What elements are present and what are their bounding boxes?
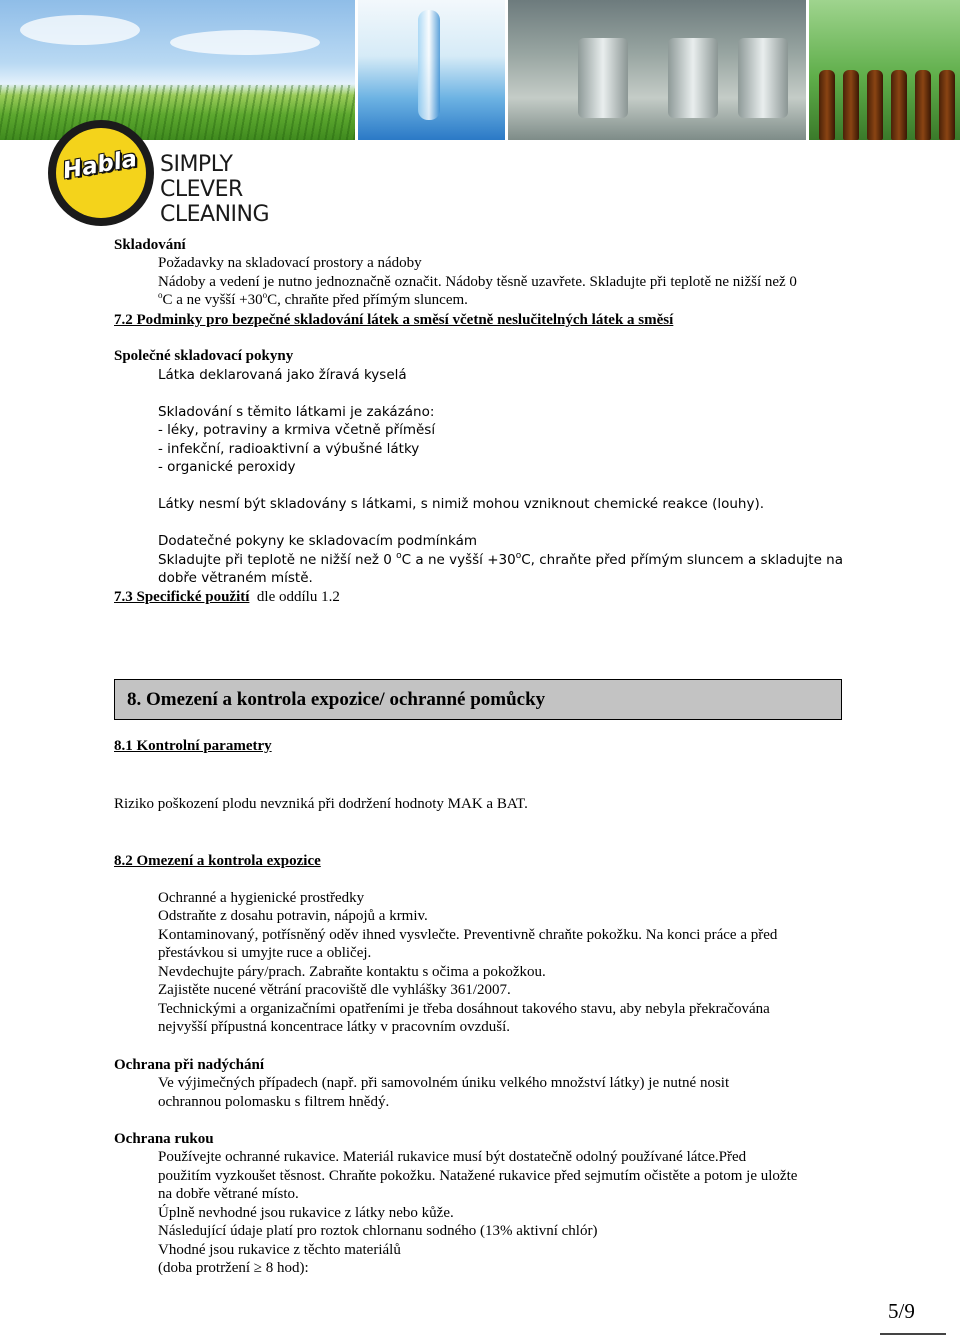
extra-line: dobře větraném místě. xyxy=(158,570,313,586)
header-banner xyxy=(0,0,960,140)
logo-word: Habla xyxy=(60,145,139,185)
section-7-2-heading: 7.2 Podminky pro bezpečné skladování látek a směsí včetně neslučitelných látek a směsí xyxy=(114,312,674,328)
hands-heading: Ochrana rukou xyxy=(114,1131,214,1147)
reaction-text: Látky nesmí být skladovány s látkami, s nimiž mohou vzniknout chemické reakce (louhy). xyxy=(158,496,765,512)
banner-water-image xyxy=(358,0,505,140)
logo-badge xyxy=(48,120,154,226)
list-item: - léky, potraviny a krmiva včetně příměsí xyxy=(158,422,436,438)
hands-line: Používejte ochranné rukavice. Materiál rukavice musí být dostatečně odolný používané látce.Před xyxy=(158,1149,747,1165)
hands-line: Následující údaje platí pro roztok chlornanu sodného (13% aktivní chlór) xyxy=(158,1223,598,1239)
hygiene-line: Technickými a organizačními opatřeními je třeba dosáhnout takového stavu, aby nebyla překračována xyxy=(158,1001,770,1017)
forbidden-title: Skladování s těmito látkami je zakázáno: xyxy=(158,404,435,420)
storage-heading: Skladování xyxy=(114,237,186,253)
hygiene-line: Kontaminovaný, potřísněný oděv ihned vysvlečte. Preventivně chraňte pokožku. Na konci práce a před xyxy=(158,927,778,943)
banner-factory-image xyxy=(508,0,806,140)
section-8-header xyxy=(114,679,842,720)
hands-line: použitím vyzkoušet těsnost. Chraňte pokožku. Natažené rukavice před sejmutím očistěte a potom je uložte xyxy=(158,1168,798,1184)
hands-line: (doba protržení ≥ 8 hod): xyxy=(158,1260,309,1276)
banner-bottles-image xyxy=(809,0,960,140)
hygiene-line: Ochranné a hygienické prostředky xyxy=(158,890,365,906)
hands-line: Vhodné jsou rukavice z těchto materiálů xyxy=(158,1242,401,1258)
hygiene-line: přestávkou si umyjte ruce a obličej. xyxy=(158,945,372,961)
storage-line: Požadavky na skladovací prostory a nádoby xyxy=(158,255,422,271)
breathing-line: Ve výjimečných případech (např. při samovolném úniku velkého množství látky) je nutné nosit xyxy=(158,1075,730,1091)
habla-logo xyxy=(48,120,288,230)
list-item: - organické peroxidy xyxy=(158,459,296,475)
hygiene-line: nejvyšší přípustná koncentrace látky v pracovním ovzduší. xyxy=(158,1019,510,1035)
hygiene-line: Nevdechujte páry/prach. Zabraňte kontaktu s očima a pokožkou. xyxy=(158,964,546,980)
hands-line: na dobře větrané místo. xyxy=(158,1186,299,1202)
breathing-heading: Ochrana při nadýchání xyxy=(114,1057,265,1073)
breathing-line: ochrannou polomasku s filtrem hnědý. xyxy=(158,1094,390,1110)
hygiene-line: Zajistěte nucené větrání pracoviště dle vyhlášky 361/2007. xyxy=(158,982,511,998)
declaration-text: Látka deklarovaná jako žíravá kyselá xyxy=(158,367,407,383)
hands-line: Úplně nevhodné jsou rukavice z látky nebo kůže. xyxy=(158,1205,454,1221)
page-number-rule xyxy=(880,1333,946,1335)
storage-line: $^o$C a ne vyšší $+30^oC$, chraňte před přímým sluncem. xyxy=(158,290,468,308)
extra-line: Skladujte při teplotě ne nižší než 0 $^o$C a ne vyšší $+30^oC$, chraňte před přímým sluncem a skladujte na xyxy=(158,551,844,568)
page-number xyxy=(880,1298,950,1336)
banner-grass-image xyxy=(0,0,355,140)
storage-line: Nádoby a vedení je nutno jednoznačně označit. Nádoby těsně uzavřete. Skladujte při teplotě ne nižší než 0 xyxy=(158,274,797,290)
page-number-text: 5/9 xyxy=(888,1299,915,1323)
common-storage-heading: Společné skladovací pokyny xyxy=(114,348,294,364)
risk-text: Riziko poškození plodu nevzniká při dodržení hodnoty MAK a BAT. xyxy=(114,796,528,812)
section-8-title: 8. Omezení a kontrola expozice/ ochranné pomůcky xyxy=(127,689,546,710)
section-7-3: 7.3 Specifické použití dle oddílu 1.2 xyxy=(114,589,340,605)
extra-title: Dodatečné pokyny ke skladovacím podmínkám xyxy=(158,533,478,549)
section-8-2-heading: 8.2 Omezení a kontrola expozice xyxy=(114,853,321,869)
logo-tagline: SIMPLY CLEVER CLEANING xyxy=(160,152,270,227)
hygiene-line: Odstraňte z dosahu potravin, nápojů a krmiv. xyxy=(158,908,428,924)
list-item: - infekční, radioaktivní a výbušné látky xyxy=(158,441,420,457)
section-8-1-heading: 8.1 Kontrolní parametry xyxy=(114,738,272,754)
